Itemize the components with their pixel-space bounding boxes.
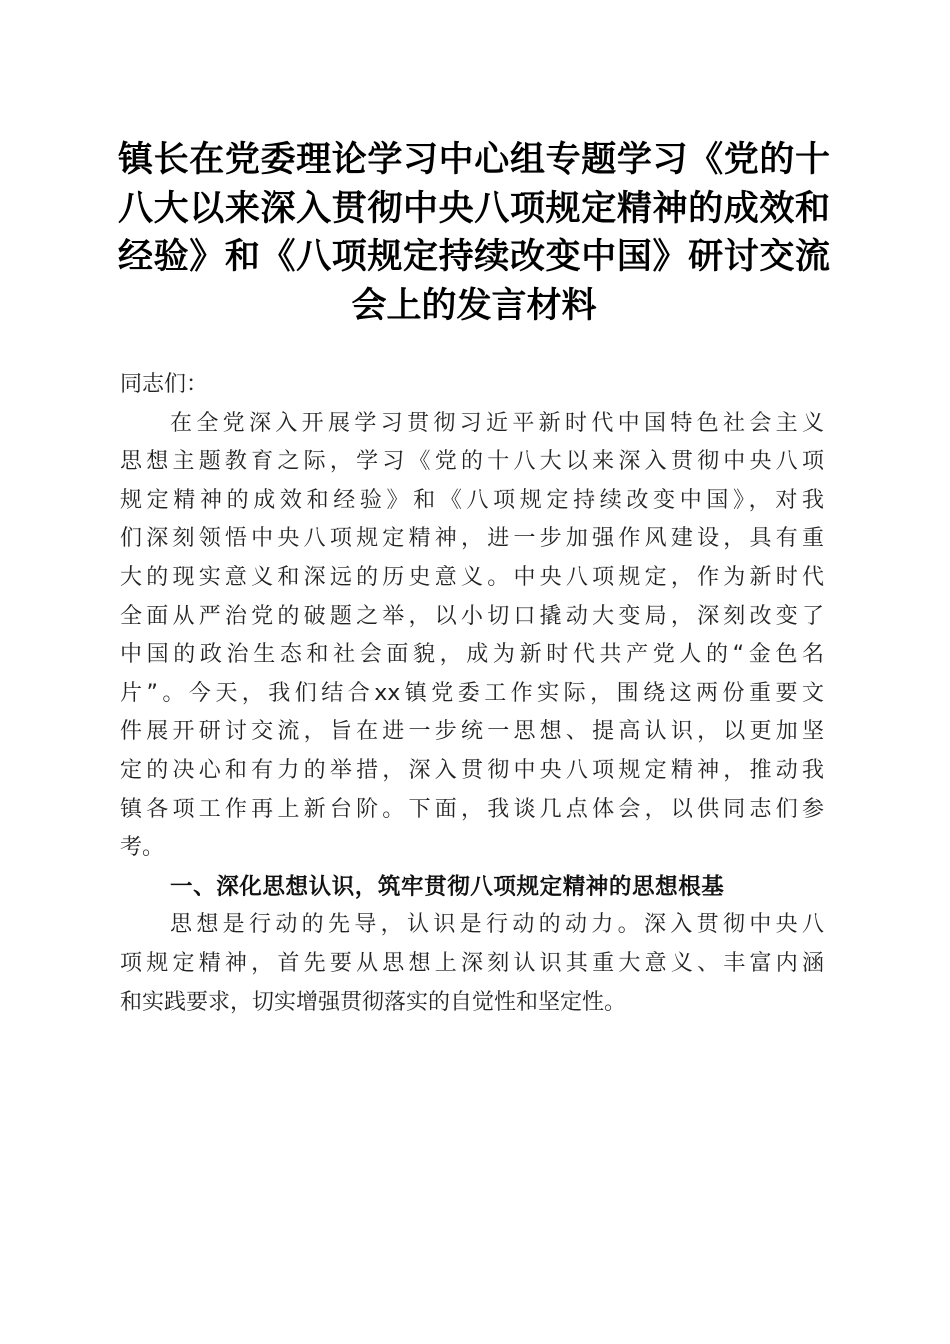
title-line: 会上的发言材料: [351, 284, 597, 326]
salutation: 同志们：: [120, 372, 209, 397]
paragraph-line: 规定精神的成效和经验》和《八项规定持续改变中国》，对我: [120, 487, 824, 513]
paragraph-line: 思想是行动的先导，认识是行动的动力。深入贯彻中央八: [170, 912, 824, 938]
section-1-paragraph: [120, 906, 824, 1022]
paragraph-line: 定的决心和有力的举措，深入贯彻中央八项规定精神，推动我: [120, 757, 824, 783]
title-line: 经验》和《八项规定持续改变中国》研讨交流: [118, 236, 830, 277]
paragraph-line: 们深刻领悟中央八项规定精神，进一步加强作风建设，具有重: [120, 526, 824, 552]
title-line: 镇长在党委理论学习中心组专题学习《党的十: [118, 139, 830, 180]
paragraph-line: 考。: [120, 835, 165, 861]
paragraph-line: 件展开研讨交流，旨在进一步统一思想、提高认识，以更加坚: [120, 719, 824, 745]
paragraph-line: 大的现实意义和深远的历史意义。中央八项规定，作为新时代: [120, 564, 824, 590]
paragraph-line: 和实践要求，切实增强贯彻落实的自觉性和坚定性。: [120, 989, 627, 1015]
intro-paragraph: [120, 405, 824, 868]
section-heading: 一、深化思想认识，筑牢贯彻八项规定精神的思想根基: [170, 873, 725, 900]
paragraph-line: 镇各项工作再上新台阶。下面，我谈几点体会，以供同志们参: [120, 796, 824, 822]
paragraph-line: 在全党深入开展学习贯彻习近平新时代中国特色社会主义: [170, 410, 824, 436]
paragraph-line: 全面从严治党的破题之举，以小切口撬动大变局，深刻改变了: [120, 603, 824, 629]
document-body: [120, 366, 824, 1022]
document-title: [118, 136, 830, 330]
paragraph-line: 思想主题教育之际，学习《党的十八大以来深入贯彻中央八项: [120, 449, 824, 475]
title-line: 八大以来深入贯彻中央八项规定精神的成效和: [118, 187, 830, 229]
paragraph-line: 项规定精神，首先要从思想上深刻认识其重大意义、丰富内涵: [120, 950, 824, 976]
paragraph-line: 片”。今天，我们结合xx镇党委工作实际，围绕这两份重要文: [120, 680, 824, 706]
paragraph-line: 中国的政治生态和社会面貌，成为新时代共产党人的“金色名: [120, 642, 824, 668]
